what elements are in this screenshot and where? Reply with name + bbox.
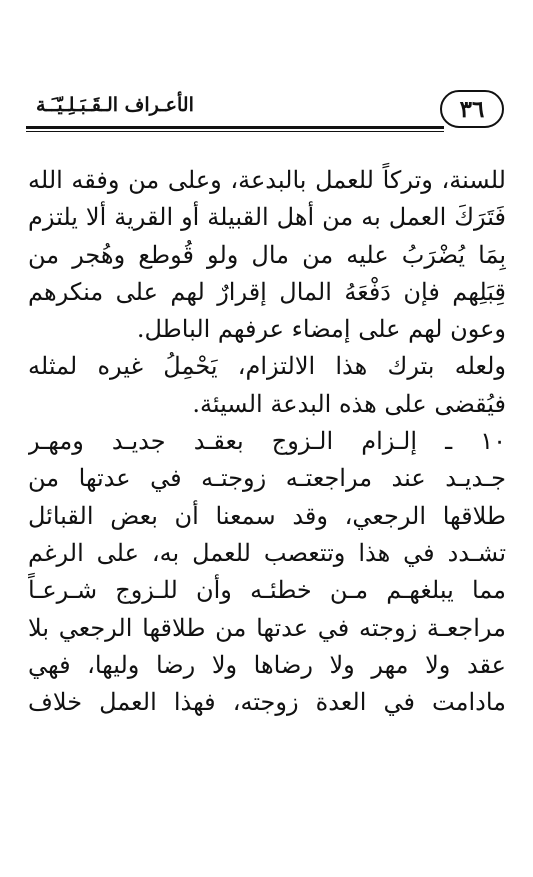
text-line: ١٠ ـ إلـزام الـزوج بعقـد جديـد ومهـر: [28, 427, 506, 456]
page-number: ٣٦: [440, 90, 504, 128]
text-line: قِبَلِهم فإن دَفْعَهُ المال إقرارٌ لهم على منكرهم: [28, 277, 506, 306]
running-title: الأعـراف الـقَـبَـلِـيّـَـة: [36, 94, 194, 116]
text-line: فيُقضى على هذه البدعة السيئة.: [192, 389, 506, 418]
text-line: مما يبلغهـم مـن خطئـه وأن للـزوج شـرعـاً: [28, 576, 506, 605]
text-line: مراجعـة زوجته في عدتها من طلاقها الرجعي بلا: [28, 613, 506, 642]
text-line: وعون لهم على إمضاء عرفهم الباطل.: [136, 315, 506, 344]
text-line: للسنة، وتركاً للعمل بالبدعة، وعلى من وفقه الله: [28, 166, 506, 194]
text-line: جـديـد عند مراجعتـه زوجتـه في عدتها من: [28, 464, 506, 493]
page-header: [26, 86, 504, 138]
text-line: مادامت في العدة زوجته، فهذا العمل خلاف: [28, 688, 506, 717]
text-line: بِمَا يُضْرَبُ عليه من مال ولو قُوطع وهُجر من: [28, 240, 506, 269]
text-line: فَتَرَكَ العمل به من أهل القبيلة أو القرية ألا يلتزم: [28, 203, 506, 232]
body-text: [28, 162, 506, 721]
text-line: عقد ولا مهر ولا رضاها ولا رضا وليها، فهي: [28, 650, 506, 679]
text-line: تشـدد في هذا وتتعصب للعمل به، على الرغم: [28, 538, 506, 567]
text-line: ولعله بترك هذا الالتزام، يَحْمِلُ غيره لمثله: [28, 352, 506, 381]
header-divider: [26, 126, 444, 132]
text-line: طلاقها الرجعي، وقد سمعنا أن بعض القبائل: [28, 501, 506, 530]
